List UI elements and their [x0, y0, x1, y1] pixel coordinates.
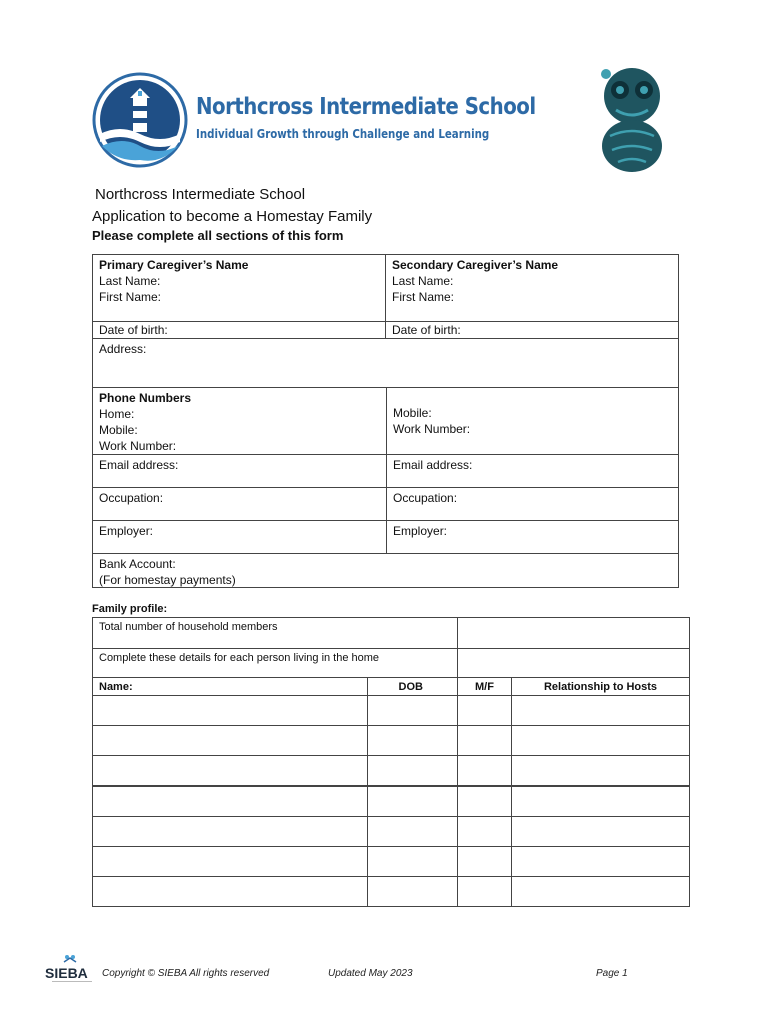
- complete-details-blank: [457, 648, 690, 678]
- member-relationship-input[interactable]: [511, 846, 690, 877]
- secondary-work-label: Work Number:: [393, 422, 471, 436]
- col-mf-label: M/F: [475, 681, 494, 693]
- secondary-occupation-label: Occupation:: [393, 491, 458, 505]
- secondary-caregiver-cell[interactable]: [385, 254, 679, 322]
- primary-email-cell[interactable]: [92, 454, 387, 488]
- bank-account-note: (For homestay payments): [99, 573, 236, 587]
- primary-caregiver-heading: Primary Caregiver’s Name: [99, 258, 249, 272]
- address-label: Address:: [99, 342, 147, 356]
- primary-employer-cell[interactable]: [92, 520, 387, 554]
- member-mf-input[interactable]: [457, 786, 512, 817]
- secondary-dob-cell[interactable]: [385, 321, 679, 339]
- secondary-first-name-label: First Name:: [392, 290, 455, 304]
- member-mf-input[interactable]: [457, 876, 512, 907]
- primary-occupation-label: Occupation:: [99, 491, 164, 505]
- member-dob-input[interactable]: [367, 876, 458, 907]
- secondary-phone-cell[interactable]: [386, 387, 679, 455]
- household-total-label: Total number of household members: [99, 621, 278, 633]
- member-name-input[interactable]: [92, 816, 368, 847]
- member-dob-input[interactable]: [367, 695, 458, 726]
- tiki-icon: [596, 66, 668, 172]
- address-cell[interactable]: [92, 338, 679, 388]
- phone-numbers-heading: Phone Numbers: [99, 391, 192, 405]
- col-header-mf: [457, 677, 512, 696]
- title-application: Application to become a Homestay Family: [92, 208, 373, 225]
- member-dob-input[interactable]: [367, 725, 458, 756]
- col-rel-label: Relationship to Hosts: [543, 681, 658, 693]
- member-name-input[interactable]: [92, 725, 368, 756]
- member-dob-input[interactable]: [367, 786, 458, 817]
- member-relationship-input[interactable]: [511, 876, 690, 907]
- member-relationship-input[interactable]: [511, 755, 690, 786]
- secondary-caregiver-heading: Secondary Caregiver’s Name: [392, 258, 559, 272]
- primary-phone-cell[interactable]: [92, 387, 387, 455]
- member-relationship-input[interactable]: [511, 816, 690, 847]
- secondary-email-cell[interactable]: [386, 454, 679, 488]
- member-name-input[interactable]: [92, 846, 368, 877]
- member-mf-input[interactable]: [457, 755, 512, 786]
- col-header-relationship: [511, 677, 690, 696]
- member-mf-input[interactable]: [457, 816, 512, 847]
- member-dob-input[interactable]: [367, 755, 458, 786]
- primary-work-label: Work Number:: [99, 439, 177, 453]
- primary-dob-cell[interactable]: [92, 321, 386, 339]
- footer-copyright: Copyright © SIEBA All rights reserved: [102, 968, 270, 979]
- family-profile-label: Family profile:: [92, 603, 168, 615]
- bank-account-label: Bank Account:: [99, 557, 176, 571]
- household-total-label-cell: [92, 617, 458, 649]
- bank-account-cell[interactable]: [92, 553, 679, 588]
- member-relationship-input[interactable]: [511, 786, 690, 817]
- col-name-label: Name:: [99, 681, 133, 693]
- primary-home-label: Home:: [99, 407, 135, 421]
- member-name-input[interactable]: [92, 876, 368, 907]
- primary-email-label: Email address:: [99, 458, 179, 472]
- member-name-input[interactable]: [92, 695, 368, 726]
- household-total-input[interactable]: [457, 617, 690, 649]
- school-tagline: Individual Growth through Challenge and Learning: [196, 126, 490, 141]
- primary-employer-label: Employer:: [99, 524, 154, 538]
- school-name-logo-text: Northcross Intermediate School: [196, 94, 536, 120]
- secondary-occupation-cell[interactable]: [386, 487, 679, 521]
- member-mf-input[interactable]: [457, 846, 512, 877]
- col-header-name: [92, 677, 368, 696]
- member-name-input[interactable]: [92, 786, 368, 817]
- complete-details-label: Complete these details for each person living in the home: [99, 652, 380, 664]
- col-header-dob: [367, 677, 458, 696]
- secondary-last-name-label: Last Name:: [392, 274, 454, 288]
- secondary-mobile-label: Mobile:: [393, 406, 432, 420]
- primary-last-name-label: Last Name:: [99, 274, 161, 288]
- secondary-employer-cell[interactable]: [386, 520, 679, 554]
- member-relationship-input[interactable]: [511, 695, 690, 726]
- complete-details-cell: [92, 648, 458, 678]
- member-mf-input[interactable]: [457, 725, 512, 756]
- title-instruction: Please complete all sections of this form: [92, 228, 344, 243]
- primary-caregiver-cell[interactable]: [92, 254, 386, 322]
- member-dob-input[interactable]: [367, 846, 458, 877]
- primary-dob-label: Date of birth:: [99, 323, 168, 337]
- footer-page-number: Page 1: [596, 968, 628, 979]
- member-relationship-input[interactable]: [511, 725, 690, 756]
- secondary-dob-label: Date of birth:: [392, 323, 461, 337]
- member-name-input[interactable]: [92, 755, 368, 786]
- footer-updated: Updated May 2023: [328, 968, 413, 979]
- secondary-email-label: Email address:: [393, 458, 473, 472]
- secondary-employer-label: Employer:: [393, 524, 448, 538]
- school-logo-icon: [92, 72, 188, 168]
- primary-mobile-label: Mobile:: [99, 423, 138, 437]
- primary-first-name-label: First Name:: [99, 290, 162, 304]
- member-mf-input[interactable]: [457, 695, 512, 726]
- sieba-brand-text: SIEBA: [45, 965, 88, 981]
- primary-occupation-cell[interactable]: [92, 487, 387, 521]
- col-dob-label: DOB: [398, 681, 423, 693]
- member-dob-input[interactable]: [367, 816, 458, 847]
- title-school: Northcross Intermediate School: [95, 186, 306, 203]
